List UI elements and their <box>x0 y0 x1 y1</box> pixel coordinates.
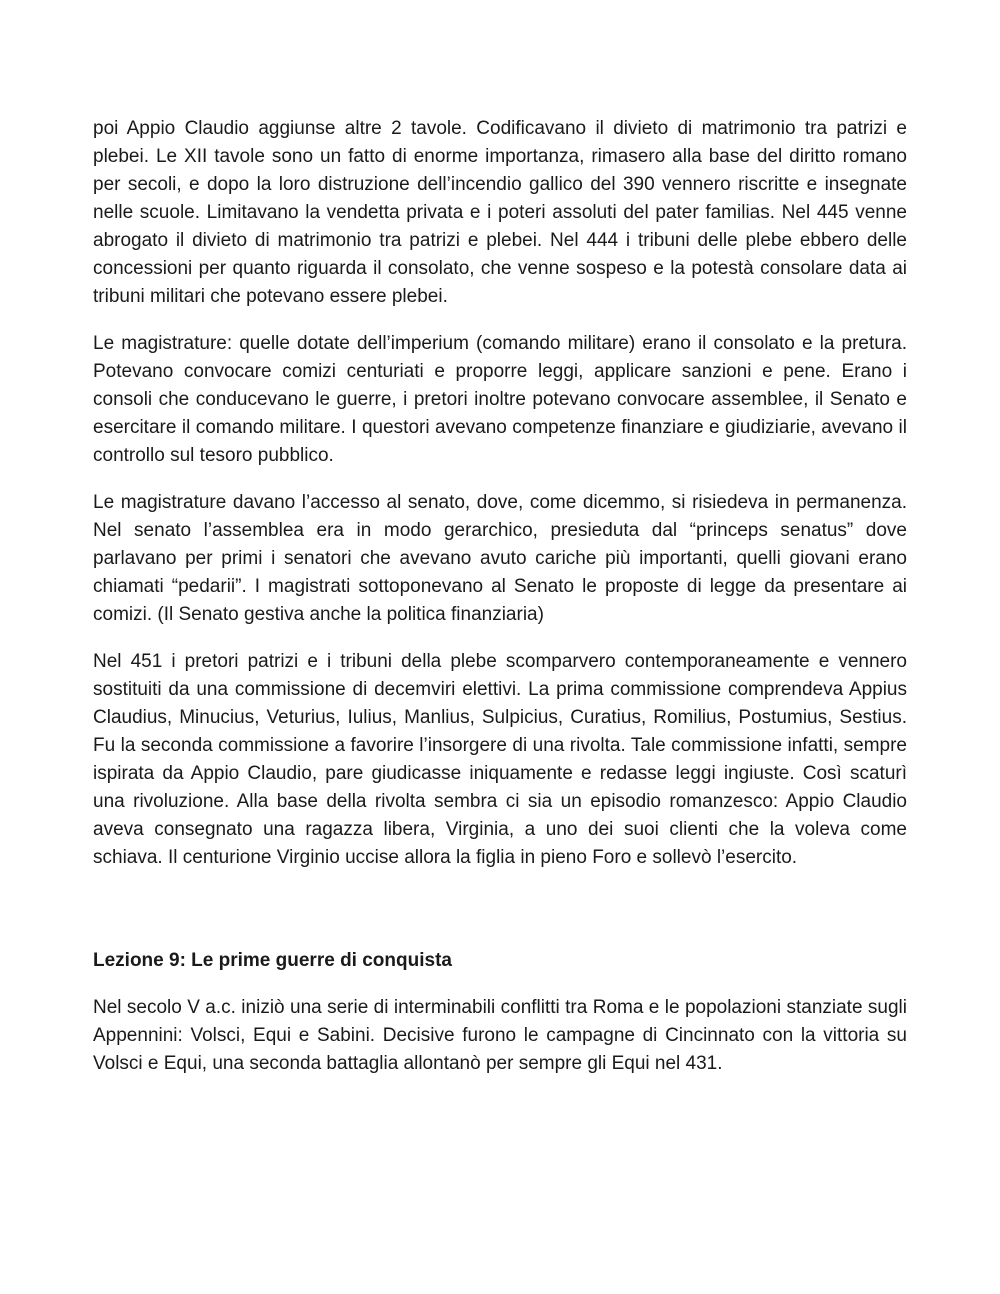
paragraph-magistrature: Le magistrature: quelle dotate dell’imperium (comando militare) erano il consolato e la pretura. Potevano convocare comizi centuriati e proporre leggi, applicare sanzioni e pene. Erano i consoli che conducevano le guerre, i pretori inoltre potevano convocare assemblee, il Senato e esercitare il comando militare. I questori avevano competenze finanziare e giudiziarie, avevano il controllo sul tesoro pubblico. <box>93 333 907 466</box>
section-heading: Lezione 9: Le prime guerre di conquista <box>93 950 452 971</box>
paragraph-senato: Le magistrature davano l’accesso al senato, dove, come dicemmo, si risiedeva in permanenza. Nel senato l’assemblea era in modo gerarchico, presieduta dal “princeps senatus” dove parlavano per primi i senatori che avevano avuto cariche più importanti, quelli giovani erano chiamati “pedarii”. I magistrati sottoponevano al Senato le proposte di legge da presentare ai comizi. (Il Senato gestiva anche la politica finanziaria) <box>93 492 907 625</box>
paragraph-guerre: Nel secolo V a.c. iniziò una serie di interminabili conflitti tra Roma e le popolazioni stanziate sugli Appennini: Volsci, Equi e Sabini. Decisive furono le campagne di Cincinnato con la vittoria su Volsci e Equi, una seconda battaglia allontanò per sempre gli Equi nel 431. <box>93 997 907 1074</box>
paragraph-decemviri: Nel 451 i pretori patrizi e i tribuni della plebe scomparvero contemporaneamente e vennero sostituiti da una commissione di decemviri elettivi. La prima commissione comprendeva Appius Claudius, Minucius, Veturius, Iulius, Manlius, Sulpicius, Curatius, Romilius, Postumius, Sestius. Fu la seconda commissione a favorire l’insorgere di una rivolta. Tale commissione infatti, sempre ispirata da Appio Claudio, pare giudicasse iniquamente e redasse leggi ingiuste. Così scaturì una rivoluzione. Alla base della rivolta sembra ci sia un episodio romanzesco: Appio Claudio aveva consegnato una ragazza libera, Virginia, a uno dei suoi clienti che la voleva come schiava. Il centurione Virginio uccise allora la figlia in pieno Foro e sollevò l’esercito. <box>93 651 907 868</box>
document-page <box>93 115 907 1097</box>
paragraph-xii-tavole: poi Appio Claudio aggiunse altre 2 tavole. Codificavano il divieto di matrimonio tra patrizi e plebei. Le XII tavole sono un fatto di enorme importanza, rimasero alla base del diritto romano per secoli, e dopo la loro distruzione dell’incendio gallico del 390 vennero riscritte e insegnate nelle scuole. Limitavano la vendetta privata e i poteri assoluti del pater familias. Nel 445 venne abrogato il divieto di matrimonio tra patrizi e plebei. Nel 444 i tribuni delle plebe ebbero delle concessioni per quanto riguarda il consolato, che venne sospeso e la potestà consolare data ai tribuni militari che potevano essere plebei. <box>93 118 907 307</box>
section-spacer <box>93 891 907 947</box>
